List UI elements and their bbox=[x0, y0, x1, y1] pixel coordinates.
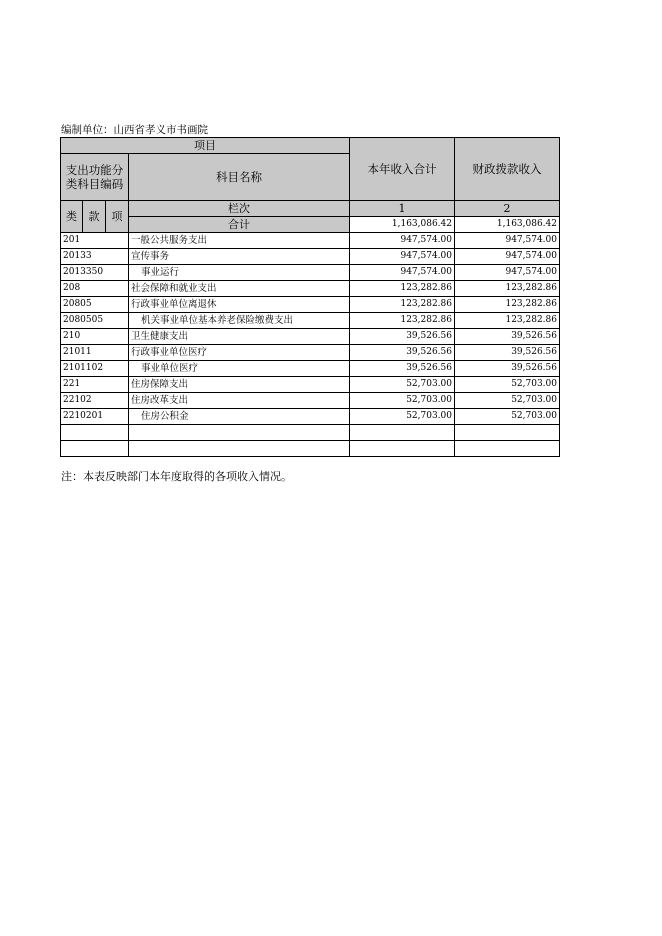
row-fiscal-income: 123,282.86 bbox=[455, 313, 560, 329]
row-total-income: 39,526.56 bbox=[350, 329, 455, 345]
table-row bbox=[61, 297, 560, 313]
row-fiscal-income: 123,282.86 bbox=[455, 281, 560, 297]
row-subject-name: 机关事业单位基本养老保险缴费支出 bbox=[129, 313, 350, 329]
row-total-income: 52,703.00 bbox=[350, 377, 455, 393]
col1-number: 1 bbox=[350, 201, 455, 217]
row-subject-name: 卫生健康支出 bbox=[129, 329, 350, 345]
row-fiscal-income: 52,703.00 bbox=[455, 409, 560, 425]
row-code: 2013350 bbox=[61, 265, 129, 281]
project-header: 项目 bbox=[61, 138, 350, 154]
empty-cell bbox=[129, 441, 350, 457]
unit-label: 编制单位：山西省孝义市书画院 bbox=[61, 124, 208, 136]
heji-total-value: 1,163,086.42 bbox=[350, 217, 455, 233]
table-row bbox=[61, 361, 560, 377]
table-row bbox=[61, 249, 560, 265]
row-subject-name: 社会保障和就业支出 bbox=[129, 281, 350, 297]
row-total-income: 947,574.00 bbox=[350, 265, 455, 281]
row-code: 210 bbox=[61, 329, 129, 345]
row-subject-name: 事业运行 bbox=[129, 265, 350, 281]
row-subject-name: 事业单位医疗 bbox=[129, 361, 350, 377]
empty-cell bbox=[61, 425, 129, 441]
row-fiscal-income: 947,574.00 bbox=[455, 249, 560, 265]
table-row bbox=[61, 281, 560, 297]
row-fiscal-income: 947,574.00 bbox=[455, 233, 560, 249]
heji-fiscal-value: 1,163,086.42 bbox=[455, 217, 560, 233]
row-subject-name: 住房公积金 bbox=[129, 409, 350, 425]
table-row bbox=[61, 345, 560, 361]
table-row bbox=[61, 329, 560, 345]
row-total-income: 947,574.00 bbox=[350, 233, 455, 249]
row-code: 221 bbox=[61, 377, 129, 393]
empty-cell bbox=[455, 425, 560, 441]
row-total-income: 123,282.86 bbox=[350, 313, 455, 329]
col-total-header: 本年收入合计 bbox=[350, 138, 455, 201]
row-code: 201 bbox=[61, 233, 129, 249]
row-subject-name: 行政事业单位离退休 bbox=[129, 297, 350, 313]
row-code: 22102 bbox=[61, 393, 129, 409]
row-total-income: 52,703.00 bbox=[350, 409, 455, 425]
empty-cell bbox=[350, 441, 455, 457]
subject-name-header: 科目名称 bbox=[129, 154, 350, 201]
row-subject-name: 宣传事务 bbox=[129, 249, 350, 265]
row-total-income: 947,574.00 bbox=[350, 249, 455, 265]
row-code: 2080505 bbox=[61, 313, 129, 329]
lanci-header: 栏次 bbox=[129, 201, 350, 217]
table-row bbox=[61, 265, 560, 281]
kuan-header: 款 bbox=[83, 201, 106, 233]
row-fiscal-income: 123,282.86 bbox=[455, 297, 560, 313]
empty-cell bbox=[350, 425, 455, 441]
row-subject-name: 一般公共服务支出 bbox=[129, 233, 350, 249]
row-code: 2210201 bbox=[61, 409, 129, 425]
row-fiscal-income: 39,526.56 bbox=[455, 345, 560, 361]
func-code-line1: 支出功能分 bbox=[65, 163, 124, 177]
row-code: 208 bbox=[61, 281, 129, 297]
income-table bbox=[60, 137, 560, 457]
row-total-income: 39,526.56 bbox=[350, 361, 455, 377]
heji-label: 合计 bbox=[129, 217, 350, 233]
row-fiscal-income: 39,526.56 bbox=[455, 329, 560, 345]
lei-header: 类 bbox=[61, 201, 83, 233]
row-subject-name: 住房保障支出 bbox=[129, 377, 350, 393]
total-row bbox=[61, 217, 560, 233]
col2-number: 2 bbox=[455, 201, 560, 217]
empty-cell bbox=[129, 425, 350, 441]
table-row bbox=[61, 233, 560, 249]
row-subject-name: 住房改革支出 bbox=[129, 393, 350, 409]
header-row-3 bbox=[61, 201, 560, 217]
header-row-1 bbox=[61, 138, 560, 154]
row-fiscal-income: 39,526.56 bbox=[455, 361, 560, 377]
xiang-header: 项 bbox=[106, 201, 129, 233]
table-row bbox=[61, 313, 560, 329]
table-note: 注：本表反映部门本年度取得的各项收入情况。 bbox=[61, 470, 292, 483]
row-fiscal-income: 52,703.00 bbox=[455, 377, 560, 393]
table-row bbox=[61, 393, 560, 409]
row-code: 20133 bbox=[61, 249, 129, 265]
row-code: 21011 bbox=[61, 345, 129, 361]
row-code: 2101102 bbox=[61, 361, 129, 377]
row-total-income: 39,526.56 bbox=[350, 345, 455, 361]
row-total-income: 123,282.86 bbox=[350, 281, 455, 297]
col-fiscal-header: 财政拨款收入 bbox=[455, 138, 560, 201]
table-row bbox=[61, 409, 560, 425]
empty-row bbox=[61, 441, 560, 457]
empty-cell bbox=[61, 441, 129, 457]
table-row bbox=[61, 377, 560, 393]
empty-row bbox=[61, 425, 560, 441]
row-total-income: 123,282.86 bbox=[350, 297, 455, 313]
row-total-income: 52,703.00 bbox=[350, 393, 455, 409]
func-code-line2: 类科目编码 bbox=[65, 177, 124, 191]
row-fiscal-income: 947,574.00 bbox=[455, 265, 560, 281]
row-code: 20805 bbox=[61, 297, 129, 313]
row-subject-name: 行政事业单位医疗 bbox=[129, 345, 350, 361]
func-code-header bbox=[61, 154, 129, 201]
row-fiscal-income: 52,703.00 bbox=[455, 393, 560, 409]
empty-cell bbox=[455, 441, 560, 457]
